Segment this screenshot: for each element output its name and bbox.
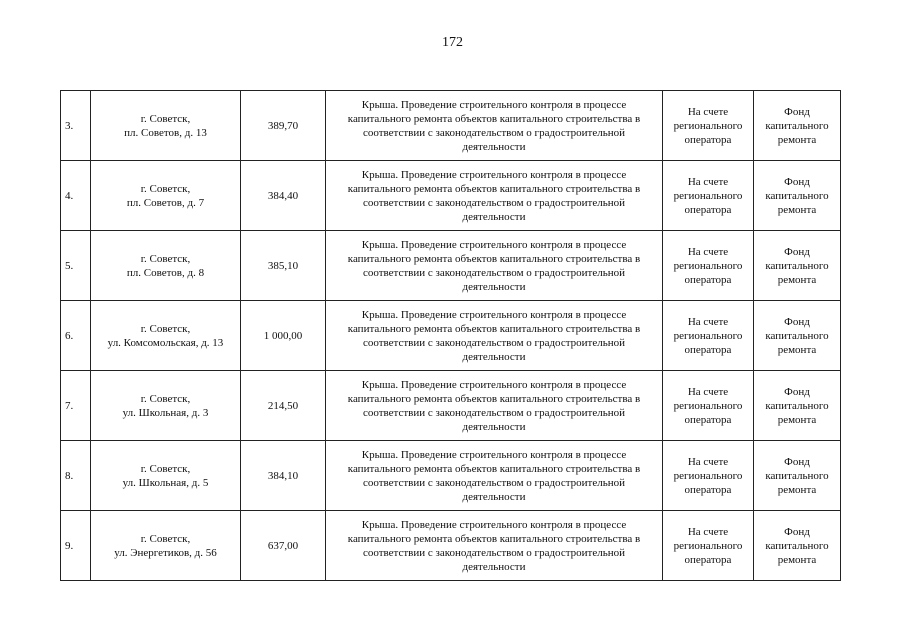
account-line: регионального <box>673 399 743 412</box>
source-line: ремонта <box>777 273 817 286</box>
account-line: На счете <box>687 525 729 538</box>
repair-table <box>60 90 841 581</box>
address-line: г. Советск, <box>140 392 191 405</box>
account-line: регионального <box>673 539 743 552</box>
work-line: соответствии с законодательством о градостроительной <box>362 336 625 349</box>
table-row <box>61 511 841 581</box>
account-line: На счете <box>687 315 729 328</box>
address-cell <box>91 231 241 301</box>
table-row <box>61 161 841 231</box>
account-line: регионального <box>673 119 743 132</box>
account-line: оператора <box>684 273 732 286</box>
work-line: капитального ремонта объектов капитального строительства в <box>347 392 641 405</box>
work-description-cell <box>326 161 663 231</box>
work-line: Крыша. Проведение строительного контроля в процессе <box>361 448 627 461</box>
account-cell <box>663 231 754 301</box>
account-line: оператора <box>684 553 732 566</box>
account-cell <box>663 91 754 161</box>
source-line: ремонта <box>777 343 817 356</box>
source-line: Фонд <box>784 455 810 468</box>
row-number-cell: 4. <box>61 161 91 231</box>
work-line: Крыша. Проведение строительного контроля в процессе <box>361 518 627 531</box>
account-line: регионального <box>673 329 743 342</box>
account-line: оператора <box>684 413 732 426</box>
source-line: капитального <box>765 469 829 482</box>
work-line: капитального ремонта объектов капитального строительства в <box>347 112 641 125</box>
address-line: ул. Школьная, д. 3 <box>122 406 209 419</box>
area-cell: 384,40 <box>241 161 326 231</box>
work-description-cell <box>326 371 663 441</box>
source-line: Фонд <box>784 385 810 398</box>
account-line: регионального <box>673 469 743 482</box>
address-line: г. Советск, <box>140 462 191 475</box>
address-line: г. Советск, <box>140 112 191 125</box>
work-line: деятельности <box>462 280 526 293</box>
source-line: капитального <box>765 539 829 552</box>
area-cell: 214,50 <box>241 371 326 441</box>
address-cell <box>91 511 241 581</box>
address-line: ул. Комсомольская, д. 13 <box>107 336 224 349</box>
work-description-cell <box>326 301 663 371</box>
source-line: капитального <box>765 119 829 132</box>
source-line: Фонд <box>784 175 810 188</box>
page-number: 172 <box>442 35 463 50</box>
work-line: Крыша. Проведение строительного контроля в процессе <box>361 98 627 111</box>
work-description-cell <box>326 91 663 161</box>
work-line: деятельности <box>462 350 526 363</box>
address-line: г. Советск, <box>140 322 191 335</box>
source-line: ремонта <box>777 483 817 496</box>
work-line: соответствии с законодательством о градостроительной <box>362 546 625 559</box>
work-line: капитального ремонта объектов капитального строительства в <box>347 532 641 545</box>
address-cell <box>91 301 241 371</box>
address-cell <box>91 441 241 511</box>
account-cell <box>663 511 754 581</box>
table-row <box>61 91 841 161</box>
funding-source-cell <box>754 301 841 371</box>
table-row <box>61 301 841 371</box>
account-cell <box>663 301 754 371</box>
row-number-cell: 3. <box>61 91 91 161</box>
account-line: На счете <box>687 245 729 258</box>
source-line: ремонта <box>777 553 817 566</box>
work-line: Крыша. Проведение строительного контроля в процессе <box>361 168 627 181</box>
account-line: оператора <box>684 203 732 216</box>
address-line: г. Советск, <box>140 252 191 265</box>
address-line: г. Советск, <box>140 532 191 545</box>
account-line: На счете <box>687 455 729 468</box>
work-line: капитального ремонта объектов капитального строительства в <box>347 252 641 265</box>
table-row <box>61 231 841 301</box>
work-line: деятельности <box>462 490 526 503</box>
row-number-cell: 5. <box>61 231 91 301</box>
funding-source-cell <box>754 511 841 581</box>
work-description-cell <box>326 441 663 511</box>
work-line: соответствии с законодательством о градостроительной <box>362 196 625 209</box>
work-line: соответствии с законодательством о градостроительной <box>362 476 625 489</box>
area-cell: 1 000,00 <box>241 301 326 371</box>
work-description-cell <box>326 511 663 581</box>
work-line: деятельности <box>462 210 526 223</box>
account-cell <box>663 441 754 511</box>
work-line: Крыша. Проведение строительного контроля в процессе <box>361 308 627 321</box>
funding-source-cell <box>754 371 841 441</box>
funding-source-cell <box>754 161 841 231</box>
account-cell <box>663 161 754 231</box>
funding-source-cell <box>754 441 841 511</box>
account-line: На счете <box>687 385 729 398</box>
work-line: Крыша. Проведение строительного контроля в процессе <box>361 238 627 251</box>
work-line: Крыша. Проведение строительного контроля в процессе <box>361 378 627 391</box>
address-line: пл. Советов, д. 13 <box>124 126 207 139</box>
work-line: деятельности <box>462 140 526 153</box>
work-line: капитального ремонта объектов капитального строительства в <box>347 182 641 195</box>
source-line: капитального <box>765 189 829 202</box>
address-cell <box>91 91 241 161</box>
source-line: ремонта <box>777 203 817 216</box>
work-line: капитального ремонта объектов капитального строительства в <box>347 322 641 335</box>
work-line: деятельности <box>462 560 526 573</box>
source-line: Фонд <box>784 315 810 328</box>
funding-source-cell <box>754 231 841 301</box>
address-line: пл. Советов, д. 8 <box>126 266 205 279</box>
address-line: г. Советск, <box>140 182 191 195</box>
account-line: оператора <box>684 483 732 496</box>
source-line: ремонта <box>777 133 817 146</box>
account-cell <box>663 371 754 441</box>
account-line: оператора <box>684 343 732 356</box>
work-line: капитального ремонта объектов капитального строительства в <box>347 462 641 475</box>
address-line: ул. Энергетиков, д. 56 <box>114 546 217 559</box>
account-line: регионального <box>673 189 743 202</box>
work-line: соответствии с законодательством о градостроительной <box>362 126 625 139</box>
work-description-cell <box>326 231 663 301</box>
table-row <box>61 441 841 511</box>
address-line: ул. Школьная, д. 5 <box>122 476 209 489</box>
row-number-cell: 8. <box>61 441 91 511</box>
account-line: оператора <box>684 133 732 146</box>
address-line: пл. Советов, д. 7 <box>126 196 205 209</box>
row-number-cell: 9. <box>61 511 91 581</box>
table-row <box>61 371 841 441</box>
funding-source-cell <box>754 91 841 161</box>
address-cell <box>91 371 241 441</box>
source-line: капитального <box>765 399 829 412</box>
area-cell: 385,10 <box>241 231 326 301</box>
row-number-cell: 7. <box>61 371 91 441</box>
work-line: соответствии с законодательством о градостроительной <box>362 406 625 419</box>
row-number-cell: 6. <box>61 301 91 371</box>
area-cell: 384,10 <box>241 441 326 511</box>
account-line: На счете <box>687 175 729 188</box>
source-line: ремонта <box>777 413 817 426</box>
source-line: капитального <box>765 329 829 342</box>
area-cell: 389,70 <box>241 91 326 161</box>
source-line: Фонд <box>784 525 810 538</box>
account-line: регионального <box>673 259 743 272</box>
address-cell <box>91 161 241 231</box>
source-line: Фонд <box>784 245 810 258</box>
work-line: соответствии с законодательством о градостроительной <box>362 266 625 279</box>
source-line: Фонд <box>784 105 810 118</box>
work-line: деятельности <box>462 420 526 433</box>
area-cell: 637,00 <box>241 511 326 581</box>
source-line: капитального <box>765 259 829 272</box>
account-line: На счете <box>687 105 729 118</box>
